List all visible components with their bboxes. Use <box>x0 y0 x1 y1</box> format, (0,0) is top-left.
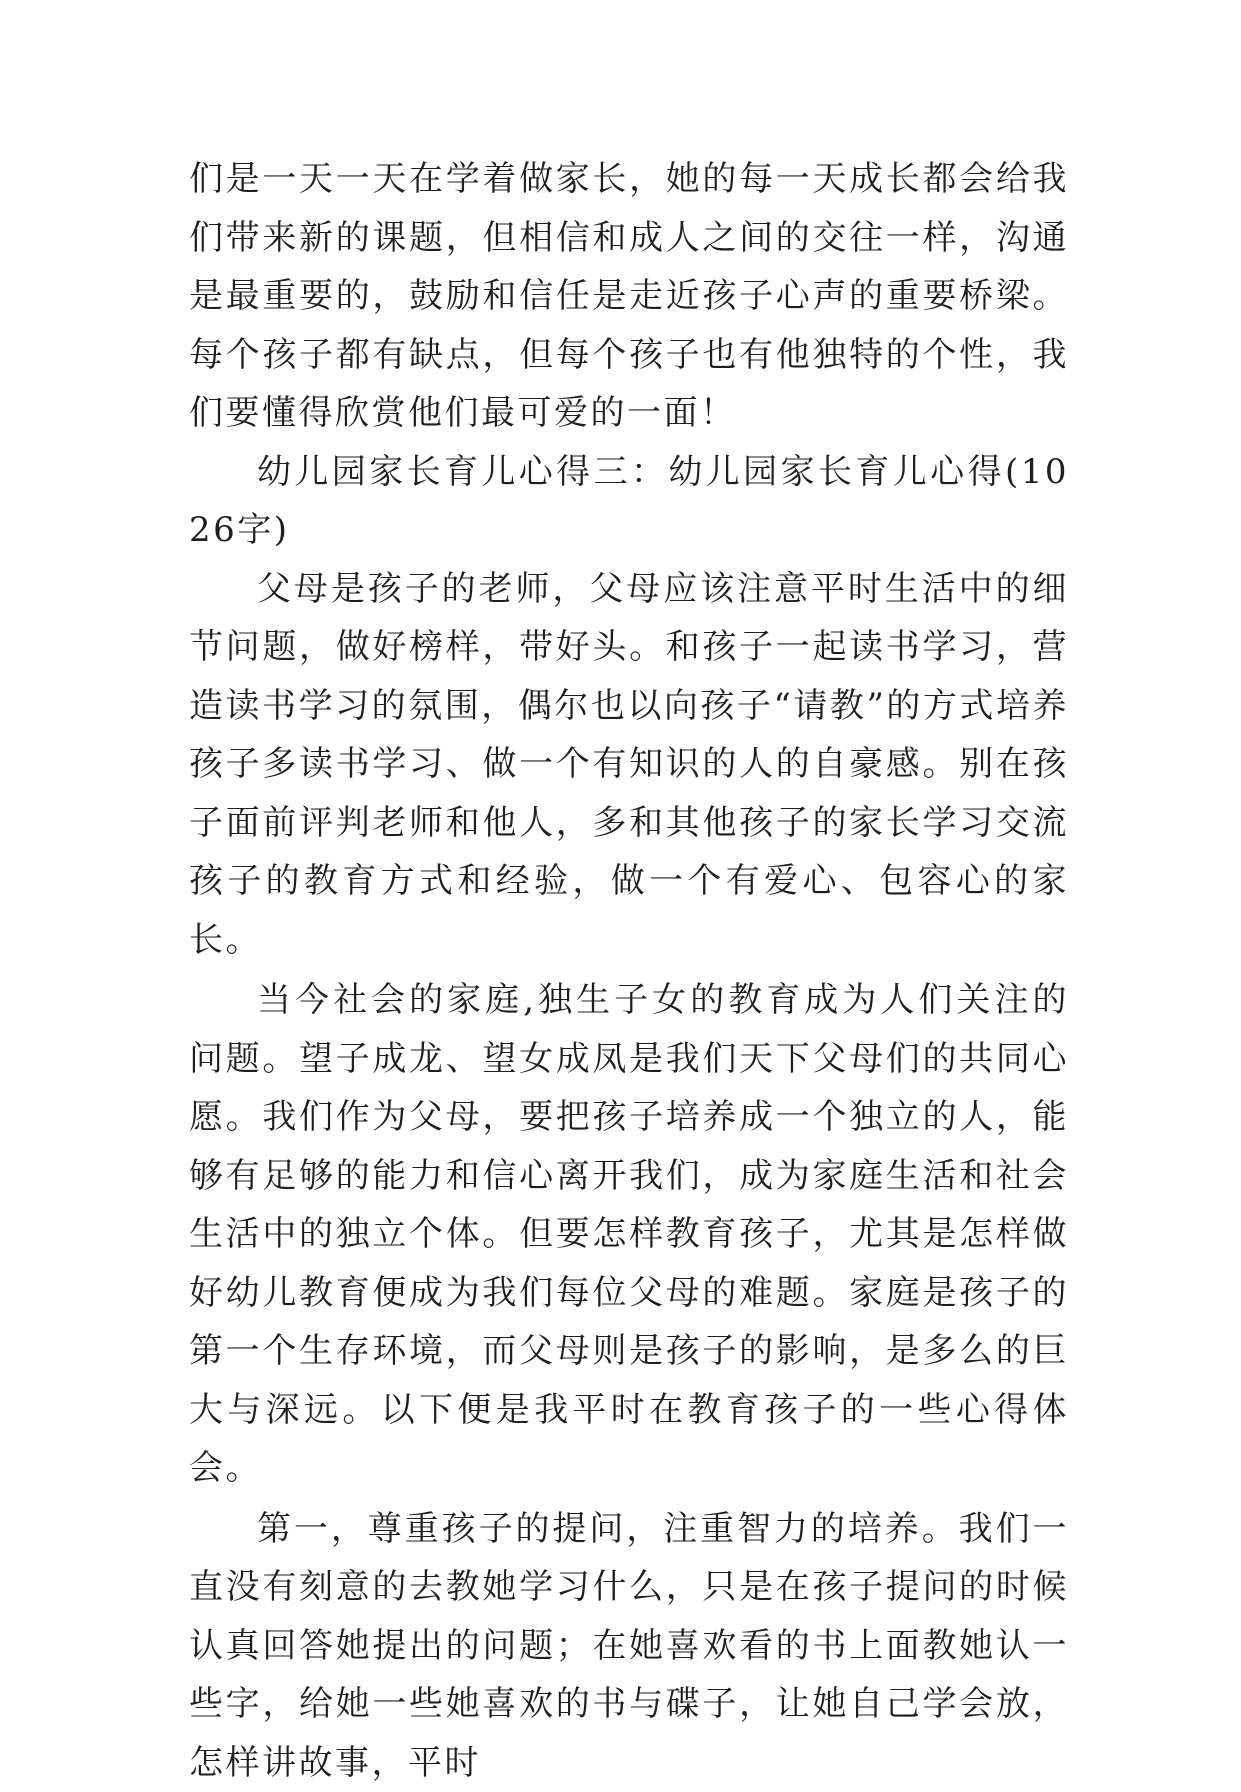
paragraph-continuation: 们是一天一天在学着做家长，她的每一天成长都会给我们带来新的课题，但相信和成人之间的交往一样，沟通是最重要的，鼓励和信任是走近孩子心声的重要桥梁。每个孩子都有缺点，但每个孩子也有他独特的个性，我们要懂得欣赏他们最可爱的一面！ <box>189 150 1069 443</box>
document-body <box>189 150 1069 1792</box>
paragraph-modern-family: 当今社会的家庭,独生子女的教育成为人们关注的问题。望子成龙、望女成凤是我们天下父母们的共同心愿。我们作为父母，要把孩子培养成一个独立的人，能够有足够的能力和信心离开我们，成为家庭生活和社会生活中的独立个体。但要怎样教育孩子，尤其是怎样做好幼儿教育便成为我们每位父母的难题。家庭是孩子的第一个生存环境，而父母则是孩子的影响，是多么的巨大与深远。以下便是我平时在教育孩子的一些心得体会。 <box>189 971 1069 1498</box>
paragraph-first-point: 第一，尊重孩子的提问，注重智力的培养。我们一直没有刻意的去教她学习什么，只是在孩子提问的时候认真回答她提出的问题；在她喜欢看的书上面教她认一些字，给她一些她喜欢的书与碟子，让她自己学会放，怎样讲故事，平时 <box>189 1500 1069 1792</box>
section-heading: 幼儿园家长育儿心得三：幼儿园家长育儿心得(1026字) <box>189 443 1069 560</box>
paragraph-parents-as-teachers: 父母是孩子的老师，父母应该注意平时生活中的细节问题，做好榜样，带好头。和孩子一起读书学习，营造读书学习的氛围，偶尔也以向孩子“请教”的方式培养孩子多读书学习、做一个有知识的人的自豪感。别在孩子面前评判老师和他人，多和其他孩子的家长学习交流孩子的教育方式和经验，做一个有爱心、包容心的家长。 <box>189 560 1069 970</box>
